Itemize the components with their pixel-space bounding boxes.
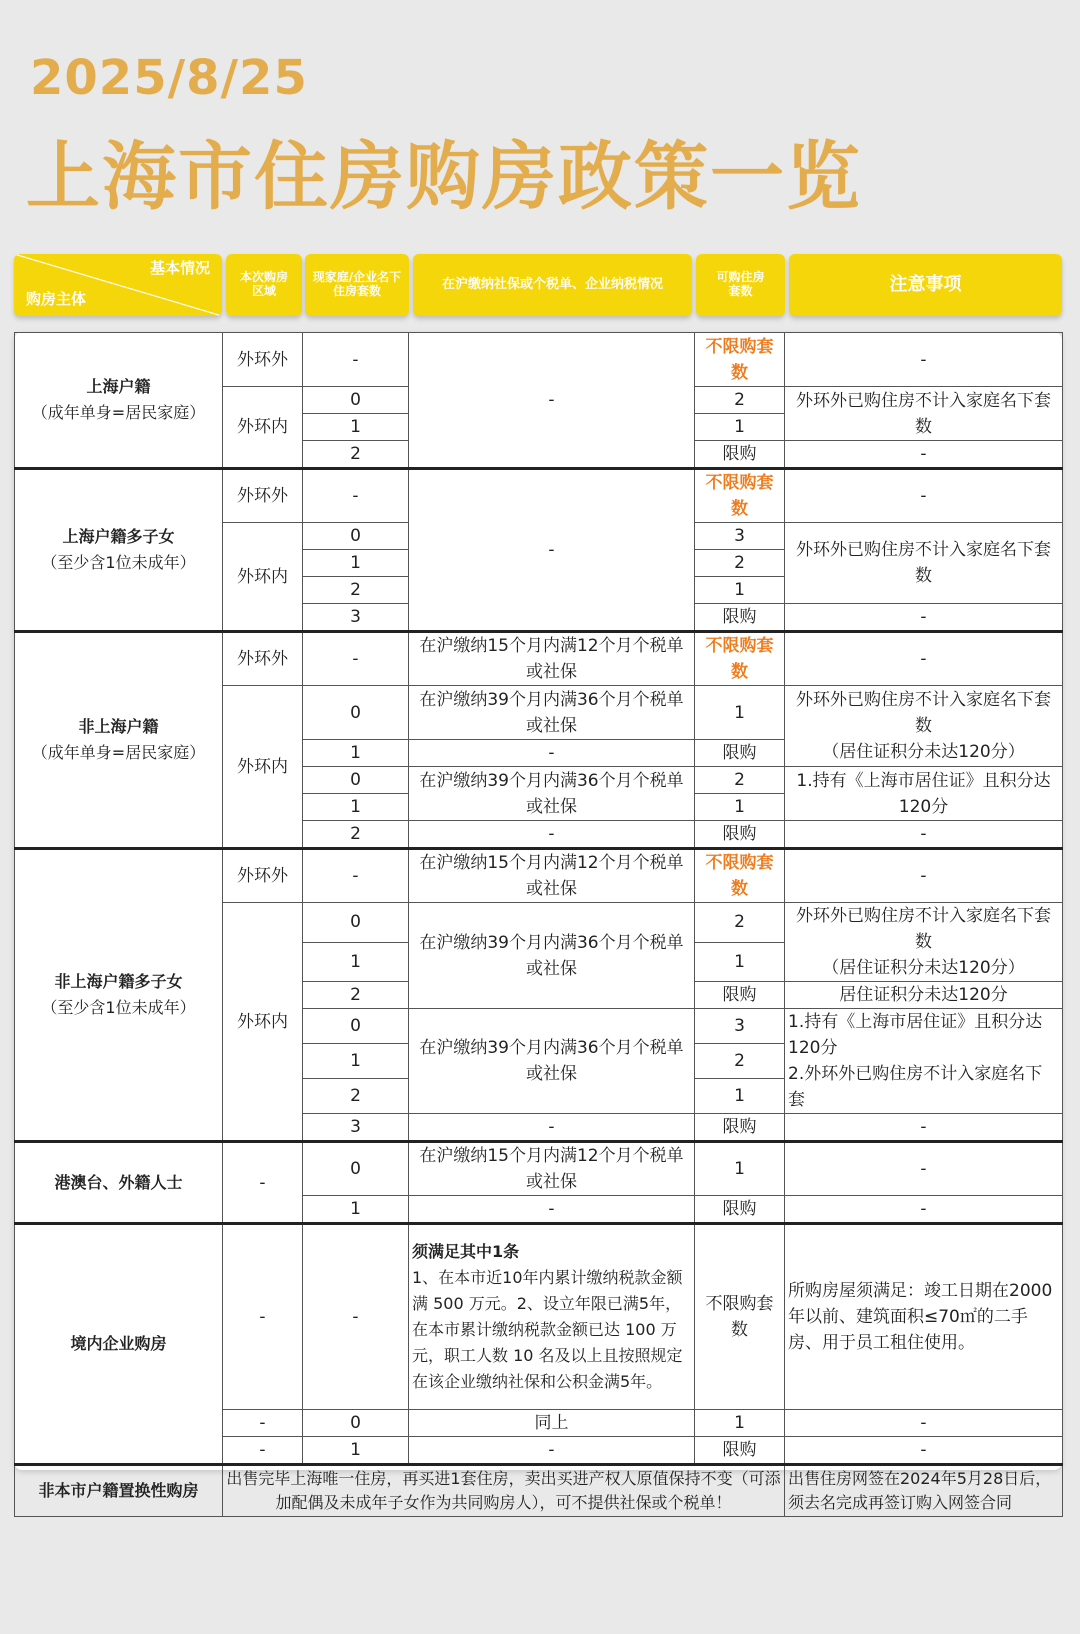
table-row: 1 1 [15,942,1063,982]
subject-cell: 境内企业购房 [15,1224,223,1465]
table-row: 外环内 0 2 外环外已购住房不计入家庭名下套数 [15,387,1063,414]
table-row: 2 1 [15,577,1063,604]
header-corner [14,254,222,316]
header-note: 注意事项 [789,254,1062,316]
subject-cell: 上海户籍 （成年单身=居民家庭） [15,333,223,469]
table-row: 非上海户籍多子女 （至少含1位未成年） 外环外 - 在沪缴纳15个月内满12个月个税单或社保 不限购套数 - [15,849,1063,903]
table-row: 2 1 [15,1079,1063,1114]
table-row: 境内企业购房 - - 须满足其中1条 1、在本市近10年内累计缴纳税款金额满 500 万元。2、设立年限已满5年，在本市累计缴纳税款金额已达 100 万元，职工人数 10 名及以上且按照规定在该企业缴纳社保和公积金满5年。 不限购套数 所购房屋须满足：竣工日期在2000年以前、建筑面积≤70㎡的二手房、用于员工租住使用。 [15,1224,1063,1410]
header-count: 可购住房套数 [696,254,785,316]
table-row: 外环内 0 3 外环外已购住房不计入家庭名下套数 [15,523,1063,550]
header-houses: 现家庭/企业名下住房套数 [305,254,409,316]
header-basic-info: 基本情况 [149,259,210,277]
note-cell: 外环外已购住房不计入家庭名下套数 （居住证积分未达120分） [785,903,1063,982]
header-area: 本次购房区域 [226,254,302,316]
table-row: 1 2 [15,1044,1063,1079]
table-row: - 0 同上 1 - [15,1410,1063,1437]
date-heading: 2025/8/25 [30,50,308,106]
subject-cell: 非本市户籍置换性购房 [15,1465,223,1517]
table-row: 非本市户籍置换性购房 出售完毕上海唯一住房，再买进1套住房，卖出买进产权人原值保持不变（可添加配偶及未成年子女作为共同购房人），可不提供社保或个税单！ 出售住房网签在2024年5月28日后，须去名完成再签订购入网签合同 [15,1465,1063,1517]
table-row: 1 - 限购 - [15,1196,1063,1224]
header-tax: 在沪缴纳社保或个税单、企业纳税情况 [413,254,692,316]
table-row: 3 限购 - [15,604,1063,632]
note-cell: 1.持有《上海市居住证》且积分达120分 2.外环外已购住房不计入家庭名下套 [785,1009,1063,1114]
table-row: 1 1 [15,414,1063,441]
table-row: - 1 - 限购 - [15,1437,1063,1465]
table-row: 2 限购 居住证积分未达120分 [15,982,1063,1009]
header-buyer: 购房主体 [26,289,87,308]
table-row: 上海户籍 （成年单身=居民家庭） 外环外 - - 不限购套数 - [15,333,1063,387]
subject-cell: 上海户籍多子女 （至少含1位未成年） [15,469,223,632]
page-title: 上海市住房购房政策一览 [26,134,862,220]
table-row: 港澳台、外籍人士 - 0 在沪缴纳15个月内满12个月个税单或社保 1 - [15,1142,1063,1196]
table-row: 2 限购 - [15,441,1063,469]
policy-table [14,332,1063,1517]
enterprise-conditions: 须满足其中1条 1、在本市近10年内累计缴纳税款金额满 500 万元。2、设立年限已满5年，在本市累计缴纳税款金额已达 100 万元，职工人数 10 名及以上且按照规定在该企业缴纳社保和公积金满5年。 [409,1224,695,1410]
subject-cell: 非上海户籍多子女 （至少含1位未成年） [15,849,223,1142]
table-row: 0 在沪缴纳39个月内满36个月个税单或社保 3 1.持有《上海市居住证》且积分达120分 2.外环外已购住房不计入家庭名下套 [15,1009,1063,1044]
table-row: 外环内 0 在沪缴纳39个月内满36个月个税单或社保 1 外环外已购住房不计入家庭名下套数 （居住证积分未达120分） [15,686,1063,740]
table-row: 0 在沪缴纳39个月内满36个月个税单或社保 2 1.持有《上海市居住证》且积分达120分 [15,767,1063,794]
table-row: 1 2 [15,550,1063,577]
subject-cell: 港澳台、外籍人士 [15,1142,223,1224]
subject-cell: 非上海户籍 （成年单身=居民家庭） [15,632,223,849]
table-row: 1 1 [15,794,1063,821]
table-row: 3 - 限购 - [15,1114,1063,1142]
table-row: 1 - 限购 [15,740,1063,767]
table-row: 非上海户籍 （成年单身=居民家庭） 外环外 - 在沪缴纳15个月内满12个月个税单或社保 不限购套数 - [15,632,1063,686]
table-row: 外环内 0 在沪缴纳39个月内满36个月个税单或社保 2 外环外已购住房不计入家庭名下套数 （居住证积分未达120分） [15,903,1063,943]
table-row: 2 - 限购 - [15,821,1063,849]
note-cell: 外环外已购住房不计入家庭名下套数 （居住证积分未达120分） [785,686,1063,767]
table-row: 上海户籍多子女 （至少含1位未成年） 外环外 - - 不限购套数 - [15,469,1063,523]
